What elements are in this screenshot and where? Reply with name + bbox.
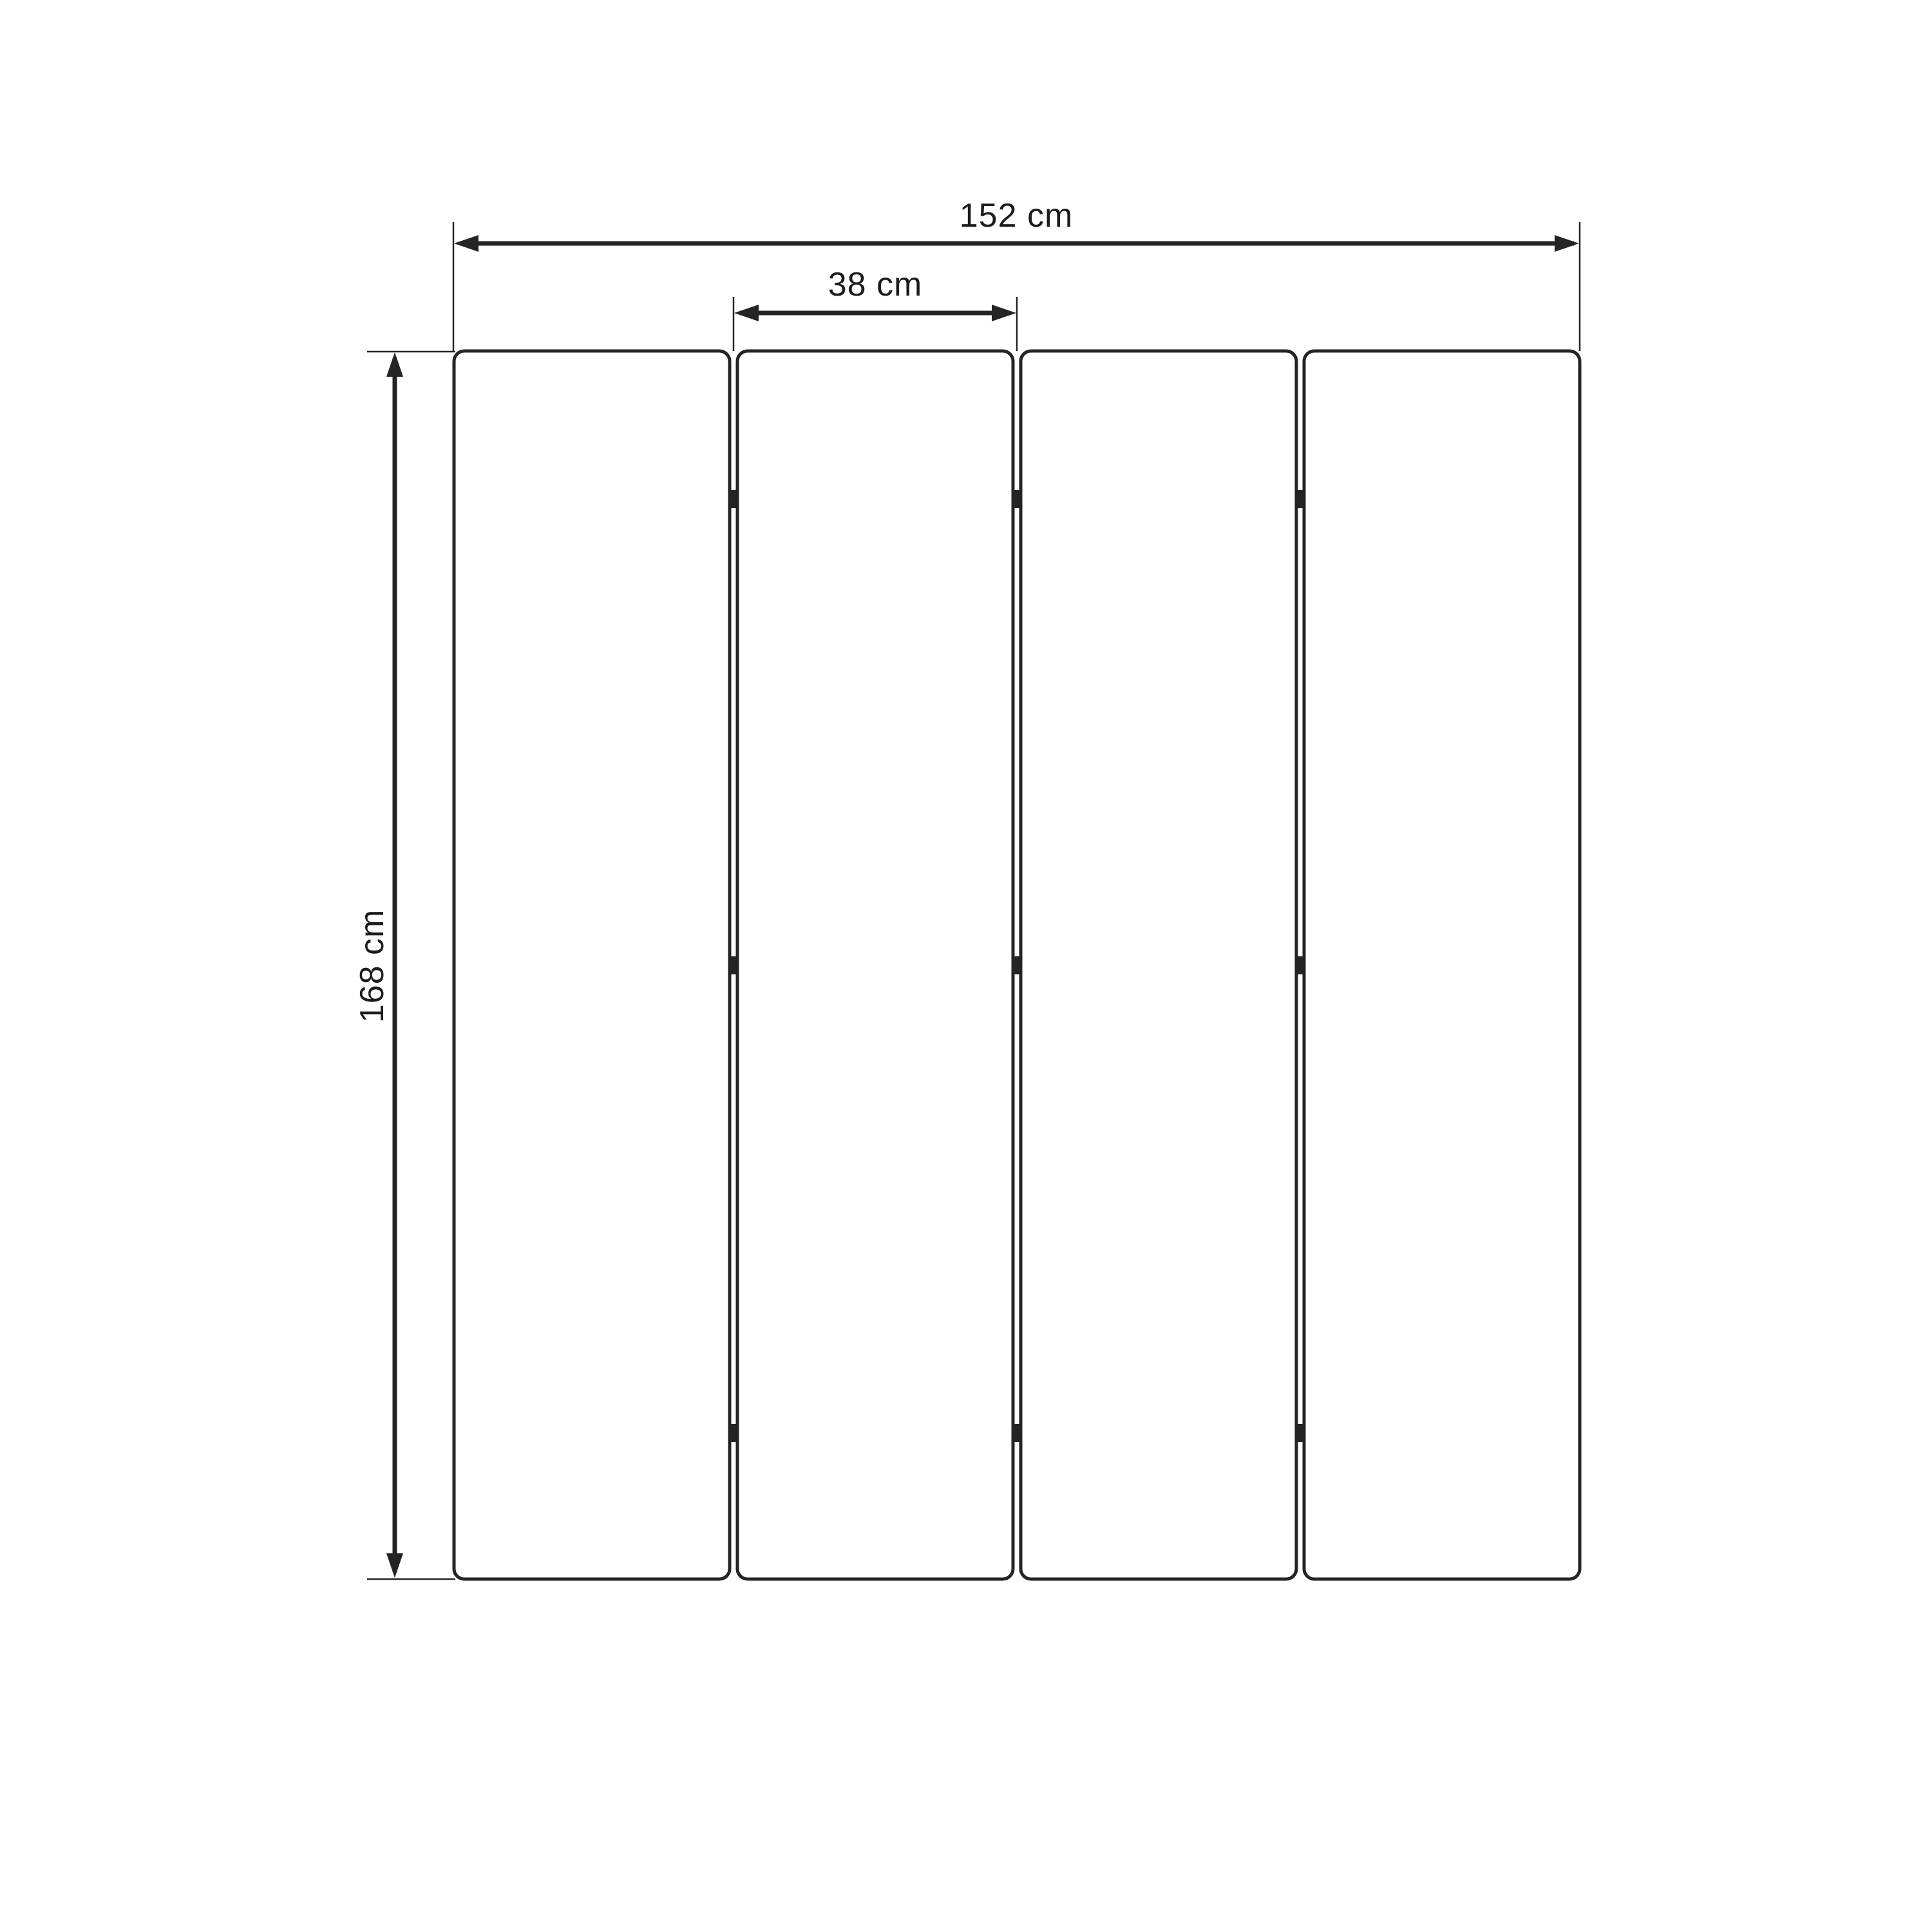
dimension-height [354,352,455,1579]
hinge [728,490,739,508]
arrowhead-up-icon [386,352,403,377]
arrowhead-down-icon [386,1553,403,1578]
hinge [1295,490,1305,508]
panel-3 [1021,351,1296,1579]
hinge [1012,956,1022,974]
hinge [728,1424,739,1442]
panel-2 [737,351,1013,1579]
hinge [1295,1424,1305,1442]
panel-1 [454,351,730,1579]
arrowhead-left-icon [454,235,478,252]
arrowhead-left-icon [734,305,759,321]
height-label: 168 cm [354,909,391,1023]
arrowhead-right-icon [992,305,1016,321]
arrowhead-right-icon [1555,235,1579,252]
hinge [1295,956,1305,974]
panel-width-label: 38 cm [828,266,923,303]
total-width-label: 152 cm [959,197,1074,234]
panel-4 [1304,351,1580,1579]
hinge [1012,1424,1022,1442]
hinge [1012,490,1022,508]
dimension-panel-width [734,266,1017,351]
hinge [728,956,739,974]
